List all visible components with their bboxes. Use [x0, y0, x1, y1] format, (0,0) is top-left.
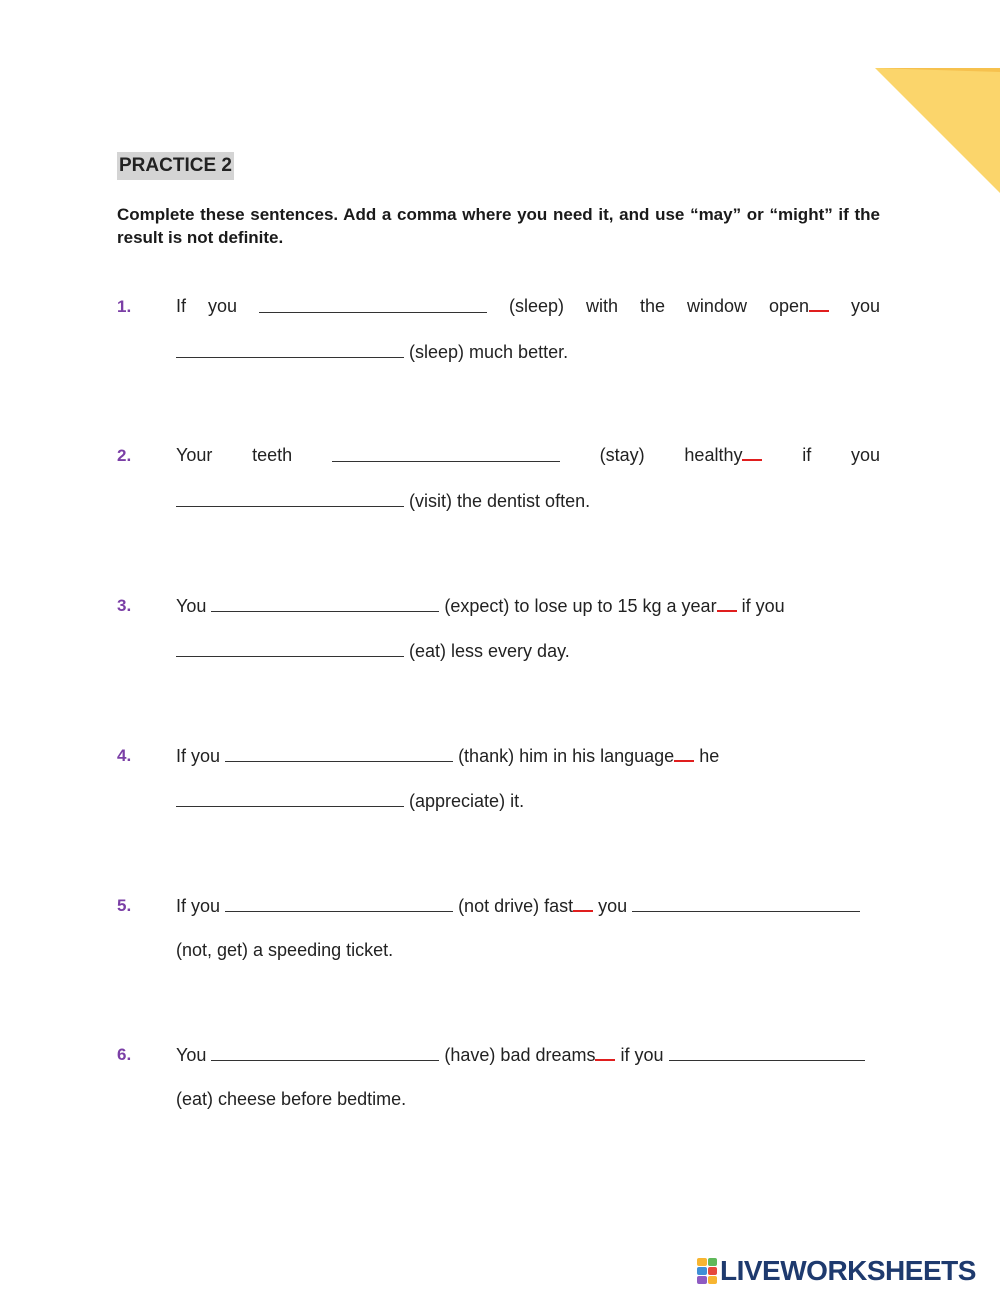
question-text: You: [176, 596, 207, 616]
question-text: (not drive) fast: [458, 896, 574, 916]
question-text: If you: [176, 896, 221, 916]
logo-icon: [697, 1258, 717, 1284]
question-line: [176, 341, 568, 363]
word: open: [768, 296, 809, 316]
brand-name: LIVEWORKSHEETS: [720, 1255, 976, 1286]
answer-blank[interactable]: [176, 640, 404, 657]
question-text: (have) bad dreams: [444, 1045, 596, 1065]
answer-blank[interactable]: [632, 895, 860, 912]
question-text: (sleep) much better.: [409, 342, 569, 362]
comma-blank[interactable]: [674, 746, 694, 762]
question-text: (eat) less every day.: [409, 641, 570, 661]
word: you: [850, 296, 880, 316]
question-number: 3.: [117, 596, 132, 615]
question-line: [176, 296, 880, 317]
question-number: 4.: [117, 746, 132, 765]
question-number: 5.: [117, 896, 132, 915]
answer-blank[interactable]: [225, 745, 453, 762]
question-line: [176, 790, 524, 812]
word: (sleep): [508, 296, 564, 316]
question-text: (thank) him in his language: [458, 746, 675, 766]
question-text: (appreciate) it.: [409, 791, 525, 811]
answer-blank[interactable]: [176, 490, 404, 507]
question-line: [176, 1044, 865, 1066]
question-text: You: [176, 1045, 207, 1065]
answer-blank[interactable]: [669, 1044, 865, 1061]
comma-blank[interactable]: [717, 596, 737, 612]
word: you: [207, 296, 238, 316]
question-text: if you: [741, 596, 785, 616]
word: If: [176, 296, 187, 316]
question-number: 6.: [117, 1045, 132, 1064]
question-number: 1.: [117, 297, 132, 316]
word: you: [850, 445, 880, 465]
answer-blank[interactable]: [259, 296, 487, 313]
corner-decoration: [875, 68, 1000, 193]
question-text: (visit) the dentist often.: [409, 491, 591, 511]
answer-blank[interactable]: [211, 595, 439, 612]
word: Your: [176, 445, 213, 465]
question-text: (expect) to lose up to 15 kg a year: [444, 596, 717, 616]
question-text: if you: [620, 1045, 664, 1065]
word: (stay): [599, 445, 645, 465]
comma-blank[interactable]: [573, 896, 593, 912]
question-number: 2.: [117, 446, 132, 465]
question-line: [176, 745, 719, 767]
comma-blank[interactable]: [809, 296, 829, 312]
question-line: [176, 490, 590, 512]
answer-blank[interactable]: [332, 445, 560, 462]
question-text: (not, get) a speeding ticket.: [176, 940, 394, 960]
comma-blank[interactable]: [742, 445, 762, 461]
question-text: you: [598, 896, 628, 916]
word: the: [639, 296, 665, 316]
question-line: [176, 895, 860, 917]
word: with: [585, 296, 618, 316]
question-line: [176, 595, 785, 617]
word: window: [686, 296, 747, 316]
answer-blank[interactable]: [176, 790, 404, 807]
question-text: he: [699, 746, 720, 766]
word: healthy: [684, 445, 743, 465]
answer-blank[interactable]: [176, 341, 404, 358]
page-title: PRACTICE 2: [117, 152, 234, 180]
question-line: [176, 940, 393, 961]
word: if: [802, 445, 812, 465]
comma-blank[interactable]: [595, 1045, 615, 1061]
question-text: (eat) cheese before bedtime.: [176, 1089, 407, 1109]
question-line: [176, 1089, 406, 1110]
question-line: [176, 445, 880, 466]
instructions: Complete these sentences. Add a comma where you need it, and use “may” or “might” if the result is not definite.: [117, 205, 880, 247]
answer-blank[interactable]: [211, 1044, 439, 1061]
question-text: If you: [176, 746, 221, 766]
question-line: [176, 640, 570, 662]
word: teeth: [252, 445, 293, 465]
answer-blank[interactable]: [225, 895, 453, 912]
brand-logo: [697, 1255, 976, 1287]
